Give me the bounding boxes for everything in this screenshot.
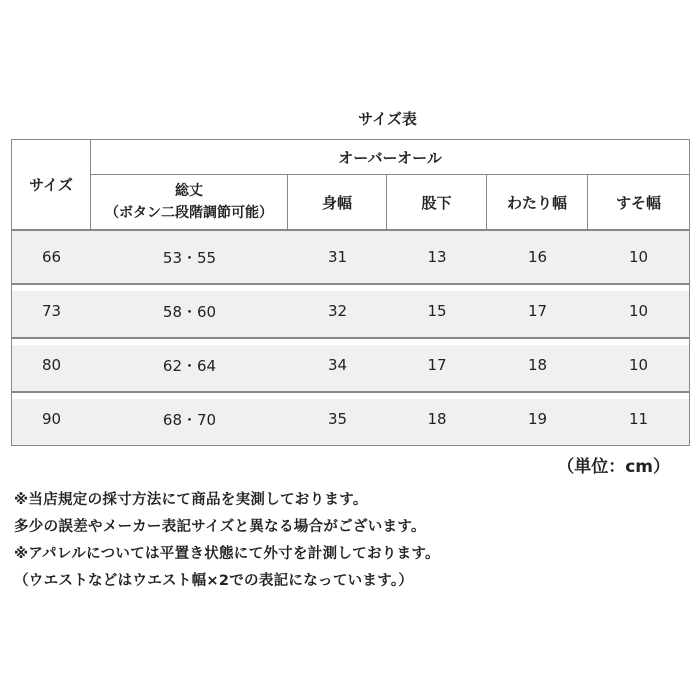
value-cell: 68・70 — [91, 392, 288, 446]
column-header-body-width: 身幅 — [288, 175, 387, 230]
value-cell: 34 — [288, 338, 387, 392]
size-cell: 73 — [11, 284, 91, 338]
value-cell: 17 — [387, 338, 487, 392]
size-cell: 66 — [11, 230, 91, 284]
table-row — [11, 284, 690, 338]
value-cell: 11 — [588, 392, 690, 446]
column-header-total-length — [91, 175, 288, 230]
value-cell: 13 — [387, 230, 487, 284]
value-cell: 18 — [487, 338, 588, 392]
value-cell: 10 — [588, 284, 690, 338]
table-row — [11, 338, 690, 392]
header-row-group — [11, 139, 690, 175]
value-cell: 31 — [288, 230, 387, 284]
value-cell: 17 — [487, 284, 588, 338]
column-header-inseam: 股下 — [387, 175, 487, 230]
value-cell: 10 — [588, 230, 690, 284]
value-cell: 16 — [487, 230, 588, 284]
value-cell: 15 — [387, 284, 487, 338]
value-cell: 19 — [487, 392, 588, 446]
column-header-label: 総丈 — [175, 183, 203, 199]
column-header-sub: （ボタン二段階調節可能） — [105, 205, 273, 221]
notes — [14, 487, 440, 595]
note-line: ※当店規定の採寸方法にて商品を実測しております。 — [14, 492, 368, 508]
header-row-columns — [11, 175, 690, 230]
note-line: 多少の誤差やメーカー表記サイズと異なる場合がございます。 — [14, 519, 426, 535]
note-line: （ウエストなどはウエスト幅×2での表記になっています。） — [14, 573, 414, 589]
value-cell: 35 — [288, 392, 387, 446]
group-header: オーバーオール — [91, 139, 690, 175]
value-cell: 58・60 — [91, 284, 288, 338]
unit-label: （単位：cm） — [557, 457, 670, 477]
size-table — [11, 139, 690, 446]
value-cell: 10 — [588, 338, 690, 392]
value-cell: 62・64 — [91, 338, 288, 392]
value-cell: 53・55 — [91, 230, 288, 284]
value-cell: 18 — [387, 392, 487, 446]
table-title: サイズ表 — [358, 110, 417, 128]
table-row — [11, 230, 690, 284]
size-cell: 80 — [11, 338, 91, 392]
size-column-header: サイズ — [11, 139, 91, 230]
table-row — [11, 392, 690, 446]
column-header-thigh-width: わたり幅 — [487, 175, 588, 230]
note-line: ※アパレルについては平置き状態にて外寸を計測しております。 — [14, 546, 440, 562]
value-cell: 32 — [288, 284, 387, 338]
size-cell: 90 — [11, 392, 91, 446]
column-header-hem-width: すそ幅 — [588, 175, 690, 230]
